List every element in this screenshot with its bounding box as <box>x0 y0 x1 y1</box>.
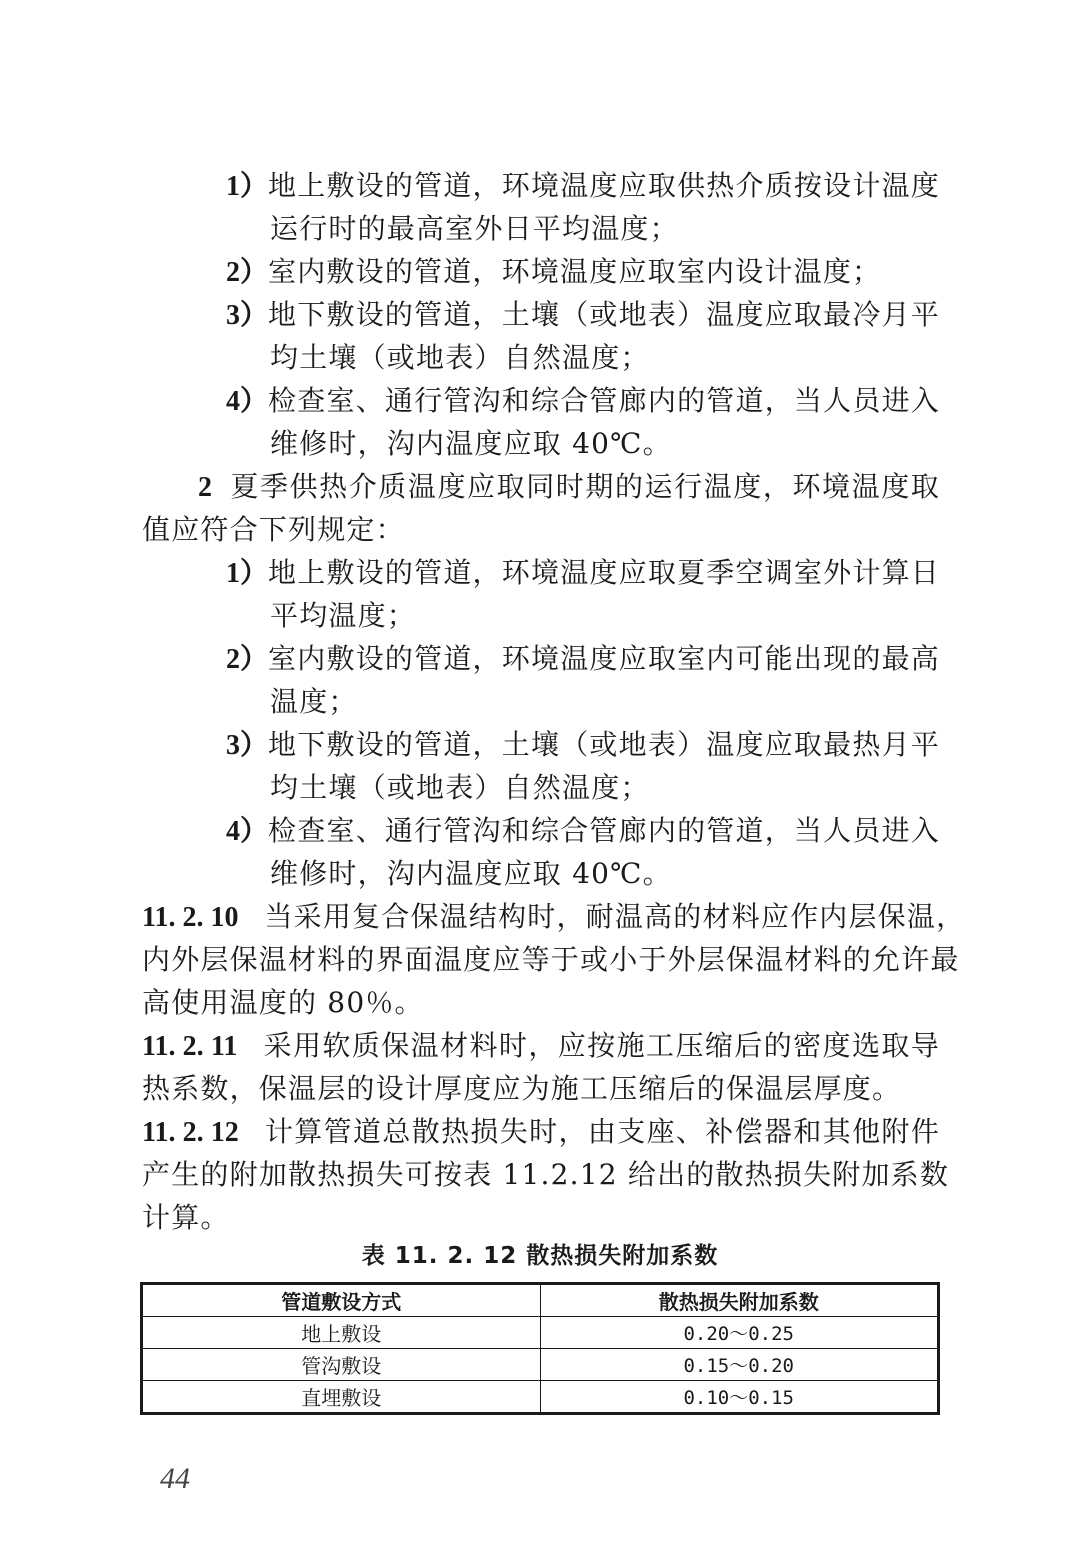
text-line: 4）检查室、通行管沟和综合管廊内的管道，当人员进入 <box>226 814 940 847</box>
text-line: 3）地下敷设的管道，土壤（或地表）温度应取最热月平 <box>226 728 940 761</box>
heat-loss-coefficient-table <box>140 1282 940 1415</box>
table-header-row <box>142 1284 939 1317</box>
table-cell: 0.10～0.15 <box>540 1381 939 1414</box>
clause-11-2-10: 11. 2. 10 当采用复合保温结构时，耐温高的材料应作内层保温， <box>142 900 966 933</box>
text-line: 热系数，保温层的设计厚度应为施工压缩后的保温层厚度。 <box>142 1072 902 1105</box>
table-caption: 表 11. 2. 12 散热损失附加系数 <box>361 1243 719 1269</box>
text-line: 均土壤（或地表）自然温度； <box>270 341 650 374</box>
page-number: 44 <box>160 1462 190 1495</box>
column-header: 管道敷设方式 <box>142 1284 541 1317</box>
text-line: 维修时，沟内温度应取 40℃。 <box>270 427 672 460</box>
text-line: 2）室内敷设的管道，环境温度应取室内设计温度； <box>226 255 882 288</box>
text-line: 3）地下敷设的管道，土壤（或地表）温度应取最冷月平 <box>226 298 940 331</box>
text-line: 2）室内敷设的管道，环境温度应取室内可能出现的最高 <box>226 642 940 675</box>
text-line: 均土壤（或地表）自然温度； <box>270 771 650 804</box>
table-row <box>142 1349 939 1381</box>
table-cell: 管沟敷设 <box>142 1349 541 1381</box>
text-line: 高使用温度的 80％。 <box>142 986 424 1019</box>
table-cell: 0.20～0.25 <box>540 1317 939 1349</box>
text-line: 运行时的最高室外日平均温度； <box>270 212 679 245</box>
clause-11-2-11: 11. 2. 11 采用软质保温材料时，应按施工压缩后的密度选取导 <box>142 1029 940 1062</box>
table-row <box>142 1317 939 1349</box>
text-line: 计算。 <box>142 1201 230 1234</box>
table-cell: 地上敷设 <box>142 1317 541 1349</box>
text-line: 1）地上敷设的管道，环境温度应取供热介质按设计温度 <box>226 169 940 202</box>
table-cell: 0.15～0.20 <box>540 1349 939 1381</box>
table-cell: 直埋敷设 <box>142 1381 541 1414</box>
text-line: 值应符合下列规定： <box>142 513 405 546</box>
text-line: 维修时，沟内温度应取 40℃。 <box>270 857 672 890</box>
text-line: 温度； <box>270 685 358 718</box>
column-header: 散热损失附加系数 <box>540 1284 939 1317</box>
text-line: 平均温度； <box>270 599 417 632</box>
text-line: 产生的附加散热损失可按表 11.2.12 给出的散热损失附加系数 <box>142 1158 950 1191</box>
text-line: 1）地上敷设的管道，环境温度应取夏季空调室外计算日 <box>226 556 940 589</box>
text-line: 2 夏季供热介质温度应取同时期的运行温度，环境温度取 <box>198 470 940 503</box>
table-row <box>142 1381 939 1414</box>
clause-11-2-12: 11. 2. 12 计算管道总散热损失时，由支座、补偿器和其他附件 <box>142 1115 940 1148</box>
text-line: 内外层保温材料的界面温度应等于或小于外层保温材料的允许最 <box>142 943 960 976</box>
text-line: 4）检查室、通行管沟和综合管廊内的管道，当人员进入 <box>226 384 940 417</box>
